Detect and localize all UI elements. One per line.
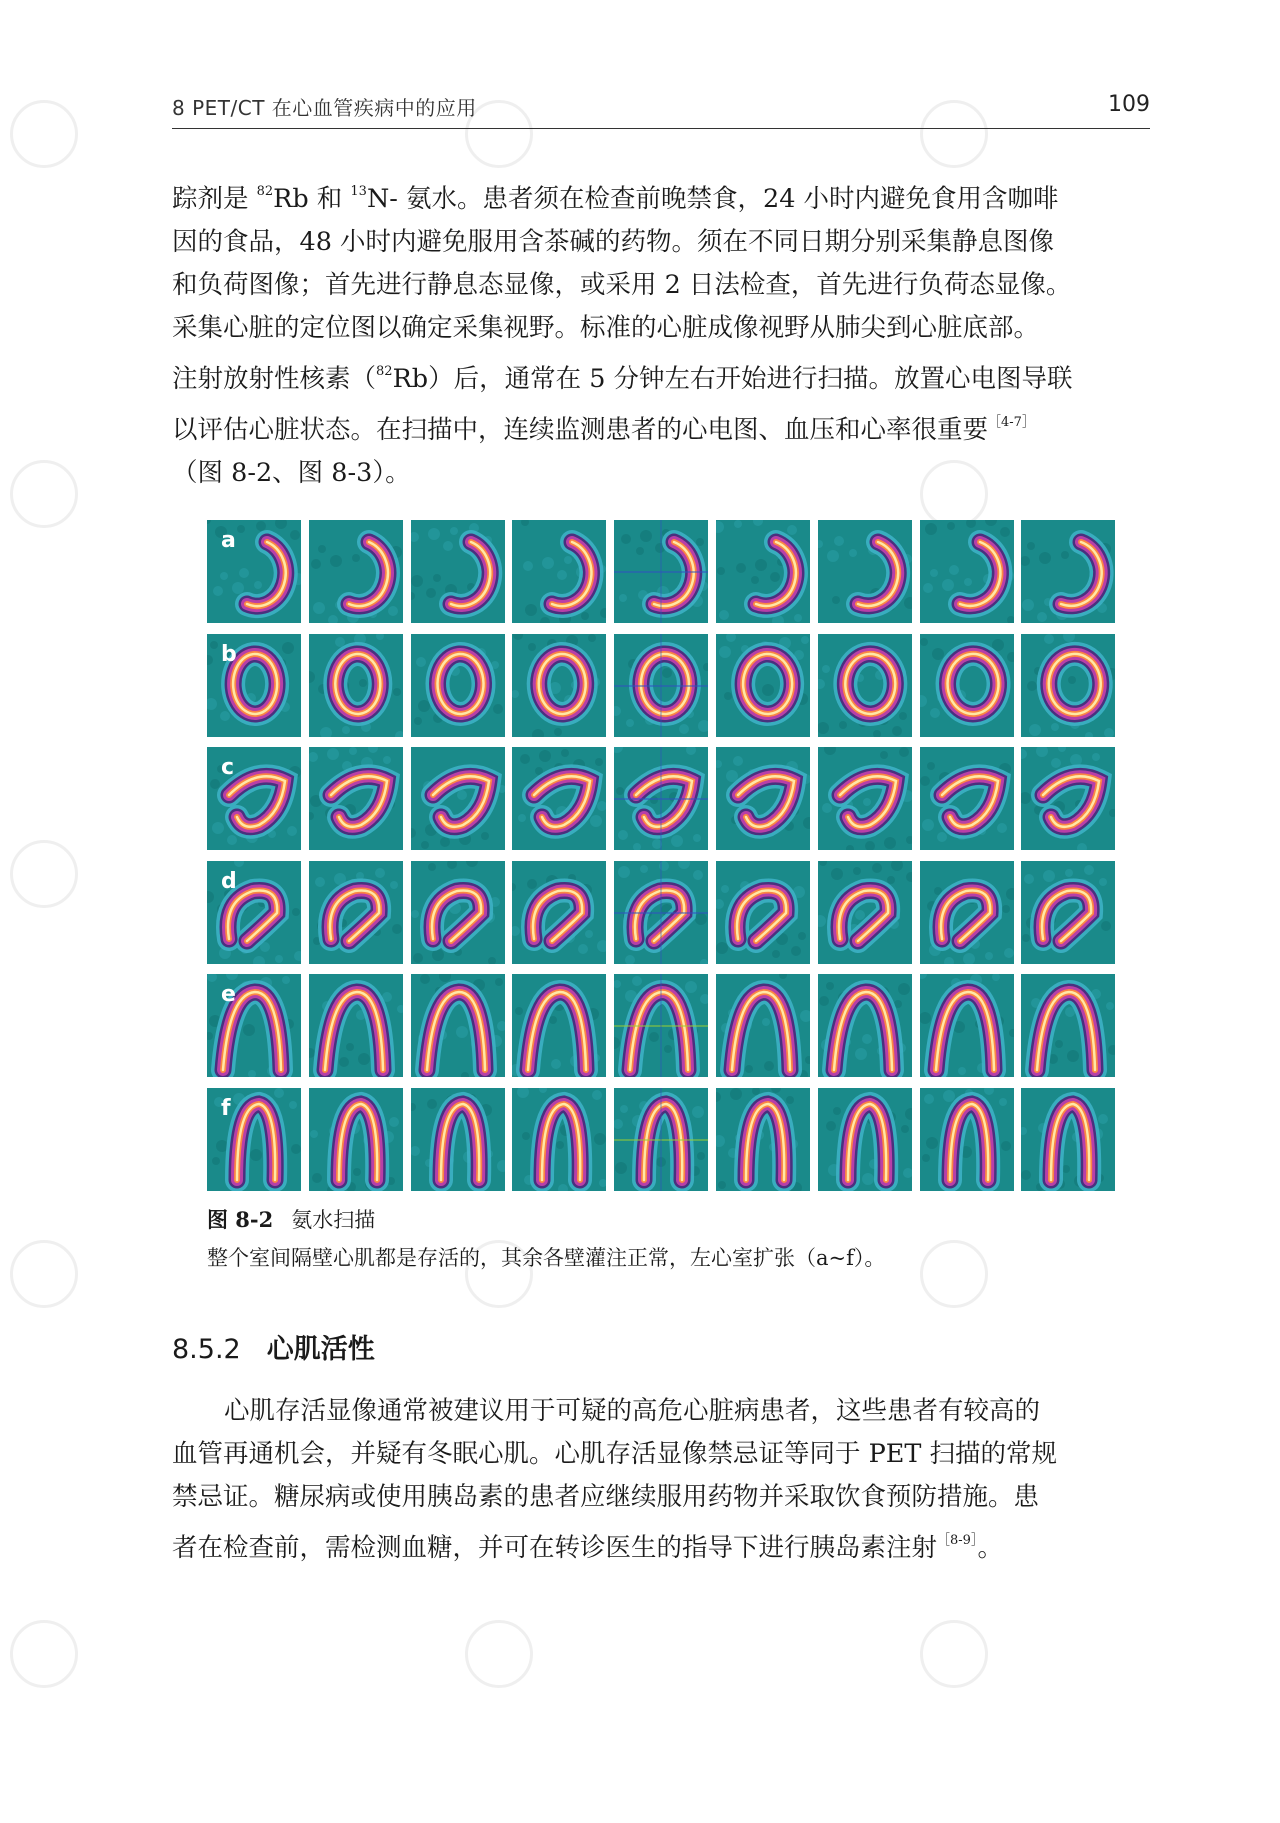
pet-slice-image [614, 520, 708, 623]
row-label: e [221, 982, 236, 1007]
pet-slice-image [818, 861, 912, 964]
pet-slice-image [716, 974, 810, 1077]
pet-slice-image [309, 520, 403, 623]
text-line: 注射放射性核素（$^{82}$Rb）后，通常在 5 分钟左右开始进行扫描。放置心电图导联 [172, 364, 1073, 394]
watermark-logo [10, 460, 78, 528]
pet-slice-image [920, 747, 1014, 850]
pet-slice-image [920, 861, 1014, 964]
chapter-title: 8 PET/CT 在心血管疾病中的应用 [172, 96, 477, 120]
body-paragraph-1 [172, 170, 1150, 495]
row-label: b [221, 641, 237, 667]
pet-slice-image [512, 861, 606, 964]
pet-slice-image [309, 634, 403, 737]
watermark-logo [10, 100, 78, 168]
pet-slice-image [716, 520, 810, 623]
text-line: 因的食品，48 小时内避免服用含茶碱的药物。须在不同日期分别采集静息图像 [172, 227, 1055, 257]
pet-slice-image [920, 634, 1014, 737]
pet-slice-image [411, 861, 505, 964]
text-line: 和负荷图像；首先进行静息态显像，或采用 2 日法检查，首先进行负荷态显像。 [172, 270, 1072, 300]
pet-slice-image [716, 1088, 810, 1191]
text-line: 禁忌证。糖尿病或使用胰岛素的患者应继续服用药物并采取饮食预防措施。患 [172, 1482, 1040, 1512]
watermark-logo [10, 1620, 78, 1688]
pet-slice-image [1021, 861, 1115, 964]
pet-slice-image [411, 1088, 505, 1191]
figure-title: 氨水扫描 [291, 1208, 376, 1232]
watermark-logo [10, 1240, 78, 1308]
pet-slice-image [818, 520, 912, 623]
watermark-logo [10, 840, 78, 908]
citation: ［4-7］ [988, 415, 1035, 430]
pet-slice-image [1021, 520, 1115, 623]
watermark-logo [920, 1620, 988, 1688]
row-label: a [221, 528, 236, 553]
pet-slice-image [309, 747, 403, 850]
pet-slice-image [920, 1088, 1014, 1191]
pet-slice-image [818, 747, 912, 850]
pet-slice-image [818, 974, 912, 1077]
text-line: 采集心脏的定位图以确定采集视野。标准的心脏成像视野从肺尖到心脏底部。 [172, 313, 1040, 343]
figure-caption-title [207, 1204, 375, 1234]
pet-slice-image [512, 974, 606, 1077]
page-header [172, 88, 1150, 129]
pet-slice-image [920, 520, 1014, 623]
pet-slice-image [1021, 974, 1115, 1077]
pet-slice-image [920, 974, 1014, 1077]
pet-slice-image [614, 974, 708, 1077]
pet-slice-image [614, 861, 708, 964]
figure-label: 图 8-2 [207, 1207, 274, 1232]
pet-slice-image [1021, 1088, 1115, 1191]
pet-slice-image [614, 747, 708, 850]
pet-slice-image [411, 634, 505, 737]
pet-slice-image [716, 634, 810, 737]
figure-caption-text: 整个室间隔壁心肌都是存活的，其余各壁灌注正常，左心室扩张（a~f）。 [207, 1246, 886, 1270]
watermark-logo [465, 1620, 533, 1688]
text-line: 踪剂是 $^{82}$Rb 和 $^{13}$N- 氨水。患者须在检查前晚禁食，24 小时内避免食用含咖啡 [172, 184, 1059, 214]
row-label: c [221, 755, 235, 780]
pet-slice-image [309, 974, 403, 1077]
pet-image-grid [207, 520, 1115, 1194]
pet-slice-image [716, 747, 810, 850]
citation: ［8-9］ [937, 1533, 978, 1548]
pet-slice-image [818, 634, 912, 737]
row-label: f [221, 1095, 231, 1121]
row-label: d [221, 868, 237, 894]
pet-slice-image [309, 1088, 403, 1191]
pet-slice-image [309, 861, 403, 964]
pet-slice-image [512, 1088, 606, 1191]
pet-slice-image [512, 747, 606, 850]
pet-slice-image [512, 634, 606, 737]
pet-slice-image [1021, 634, 1115, 737]
pet-slice-image [411, 974, 505, 1077]
pet-slice-image [614, 1088, 708, 1191]
text-line: 血管再通机会，并疑有冬眠心肌。心肌存活显像禁忌证等同于 PET 扫描的常规 [172, 1439, 1057, 1469]
text-line: 以评估心脏状态。在扫描中，连续监测患者的心电图、血压和心率很重要$^{[4-7]}$ [172, 415, 1035, 445]
pet-slice-image [512, 520, 606, 623]
pet-slice-image [614, 634, 708, 737]
watermark-logo [920, 1240, 988, 1308]
body-paragraph-2 [172, 1390, 1150, 1570]
section-title: 心肌活性 [266, 1334, 375, 1365]
text-line: 者在检查前，需检测血糖，并可在转诊医生的指导下进行胰岛素注射$^{[8-9]}$。 [172, 1533, 1003, 1563]
pet-slice-image [411, 747, 505, 850]
section-number: 8.5.2 [172, 1334, 241, 1365]
pet-slice-image [818, 1088, 912, 1191]
text-line: 心肌存活显像通常被建议用于可疑的高危心脏病患者，这些患者有较高的 [224, 1396, 1041, 1426]
page-number: 109 [1108, 92, 1150, 117]
pet-slice-image [716, 861, 810, 964]
text-line: （图 8-2、图 8-3）。 [172, 458, 411, 488]
pet-slice-image [411, 520, 505, 623]
pet-slice-image [1021, 747, 1115, 850]
section-heading [172, 1327, 375, 1366]
